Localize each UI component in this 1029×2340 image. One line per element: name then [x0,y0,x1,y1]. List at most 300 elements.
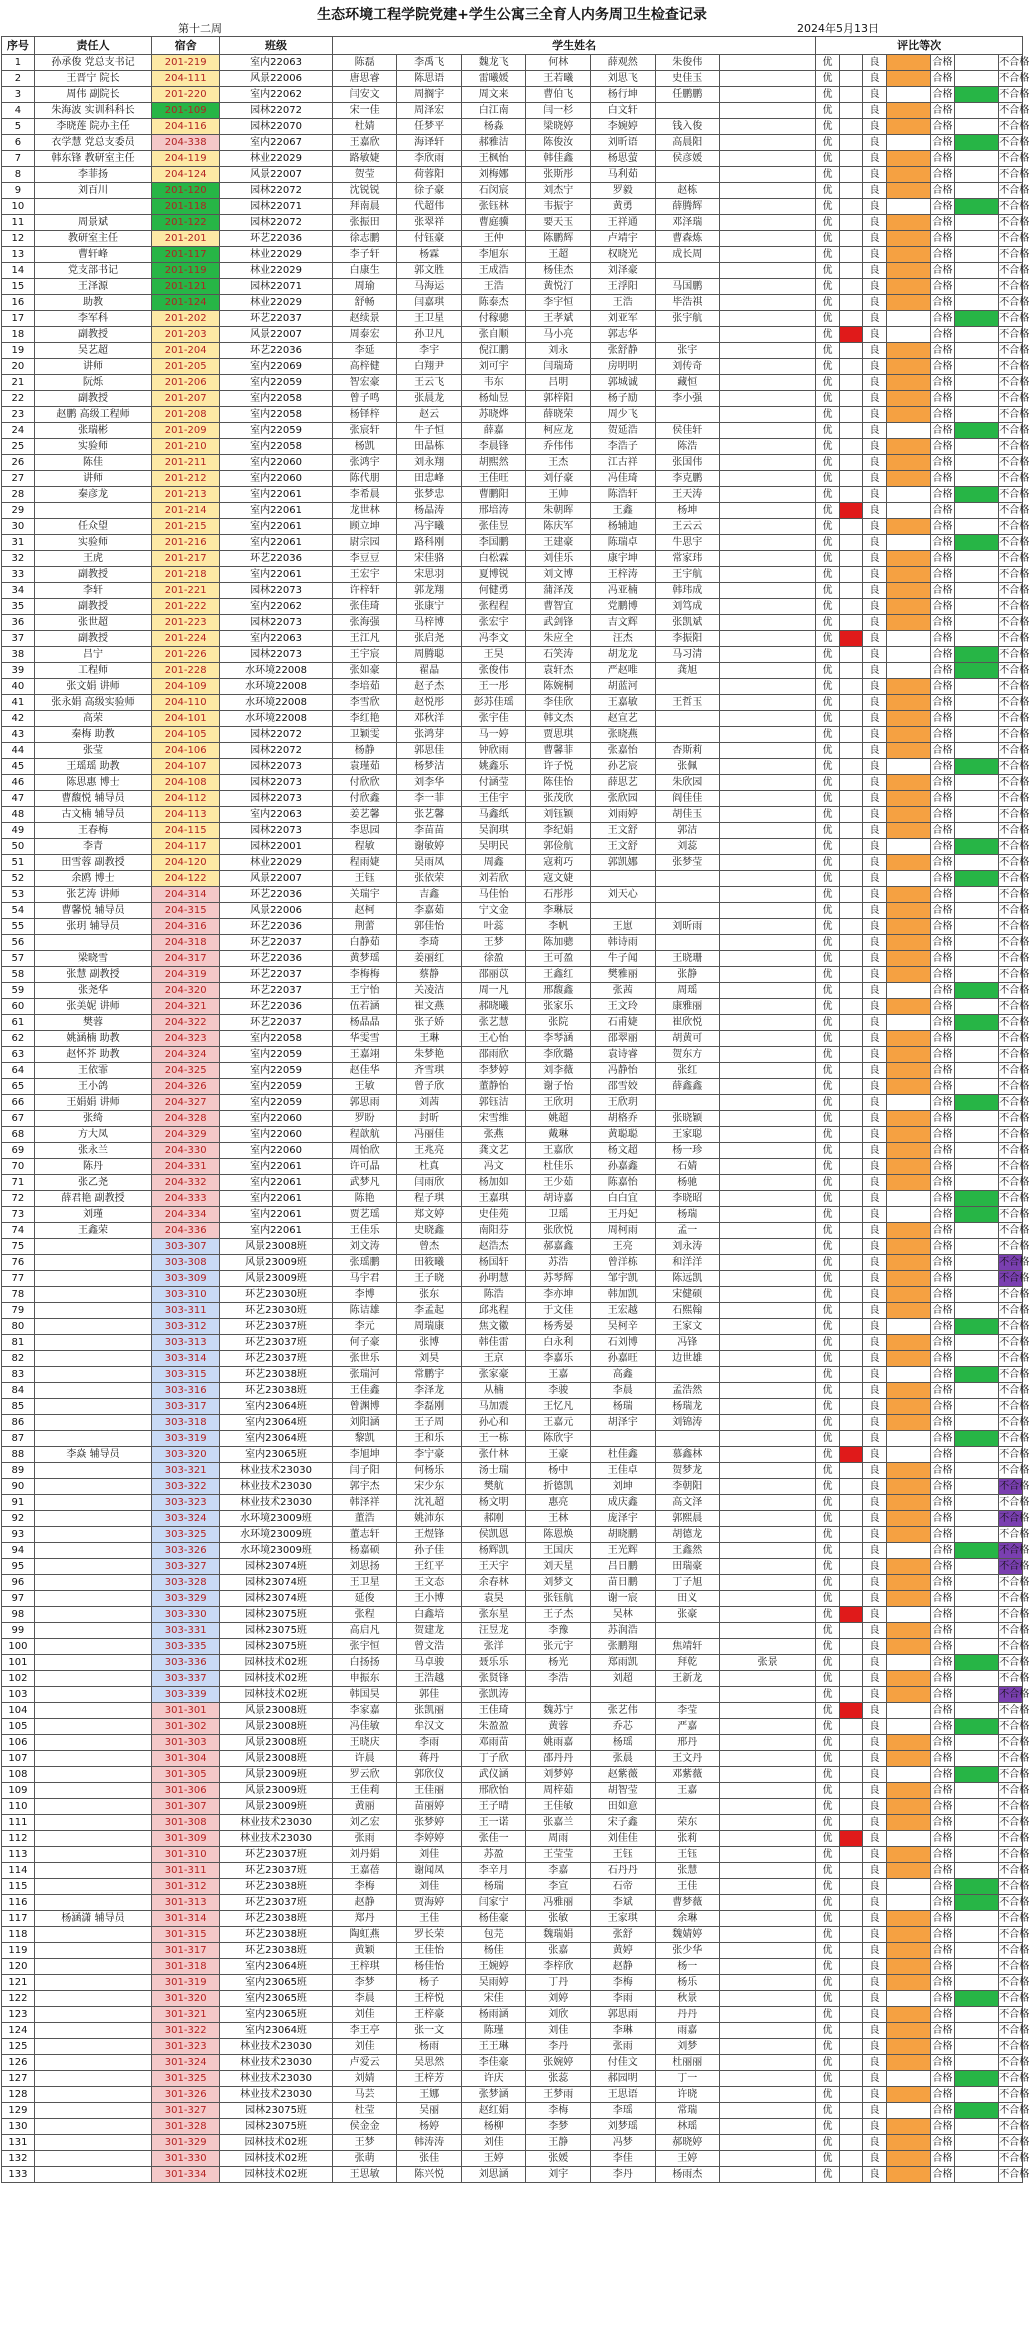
student-name: 郝嘉鑫 [526,1239,591,1255]
rating-label: 不合格 [999,1399,1023,1415]
responsible-person [34,1767,151,1783]
rating-label: 合格 [931,567,954,583]
row-no: 43 [2,727,35,743]
row-no: 28 [2,487,35,503]
rating-label: 合格 [931,1799,954,1815]
rating-label: 良 [863,663,886,679]
dorm-number: 303-330 [152,1607,220,1623]
rating-label: 合格 [931,1175,954,1191]
rating-mark [954,1239,999,1255]
rating-label: 合格 [931,2135,954,2151]
student-name: 刘思飞 [590,71,655,87]
student-name: 杜佳鑫 [590,1447,655,1463]
student-extra [720,471,816,487]
class-name: 室内23065班 [220,1447,333,1463]
rating-label: 良 [863,1799,886,1815]
student-name: 王卫星 [397,311,462,327]
class-name: 环艺22036 [220,999,333,1015]
rating-label: 合格 [931,1655,954,1671]
rating-mark [886,439,931,455]
student-name: 薛鑫鑫 [655,1079,720,1095]
student-name: 郑文婷 [397,1207,462,1223]
table-row [2,407,1023,423]
student-name: 薛腾辉 [655,199,720,215]
student-name: 张嘉兰 [526,1815,591,1831]
rating-label: 不合格 [999,1927,1023,1943]
rating-label: 良 [863,1175,886,1191]
student-name: 严嘉 [655,1719,720,1735]
student-name: 樊航 [461,1479,526,1495]
rating-label: 合格 [931,1783,954,1799]
student-extra [720,1543,816,1559]
responsible-person [34,1959,151,1975]
student-name: 白文轩 [590,103,655,119]
student-name: 王钰 [590,1847,655,1863]
dorm-number: 204-325 [152,1063,220,1079]
student-extra [720,1783,816,1799]
rating-label: 优 [816,1687,839,1703]
rating-label: 优 [816,583,839,599]
dorm-number: 301-318 [152,1959,220,1975]
student-name: 朱俊伟 [655,55,720,71]
responsible-person: 赵鹏 高级工程师 [34,407,151,423]
rating-mark [839,1319,862,1335]
student-name: 吴润琪 [461,823,526,839]
rating-label: 良 [863,839,886,855]
rating-label: 合格 [931,631,954,647]
rating-label: 优 [816,615,839,631]
class-name: 室内22061 [220,503,333,519]
student-name: 刘钰颖 [526,807,591,823]
rating-mark [954,1543,999,1559]
student-name: 王梦 [332,2135,397,2151]
student-name: 张欣园 [590,791,655,807]
student-name: 封昕 [397,1111,462,1127]
student-name: 王宇航 [655,567,720,583]
student-name: 石婧 [655,1159,720,1175]
class-name: 林业技术23030 [220,2055,333,2071]
rating-mark [839,439,862,455]
row-no: 116 [2,1895,35,1911]
rating-mark [839,279,862,295]
student-extra [720,151,816,167]
rating-mark [886,1015,931,1031]
student-name: 李苗苗 [397,823,462,839]
table-row [2,1783,1023,1799]
student-name: 郭宇杰 [332,1479,397,1495]
student-extra [720,135,816,151]
student-name: 闫雨欣 [397,1175,462,1191]
student-name: 刘杰宁 [526,183,591,199]
class-name: 水环境22008 [220,663,333,679]
rating-mark [839,1175,862,1191]
table-row [2,1367,1023,1383]
rating-label: 不合格 [999,103,1023,119]
row-no: 5 [2,119,35,135]
rating-mark [839,2055,862,2071]
student-name: 陈瑾 [461,2023,526,2039]
student-name: 陈佳怡 [526,775,591,791]
student-name: 吴明民 [461,839,526,855]
rating-label: 优 [816,999,839,1015]
rating-mark [886,1911,931,1927]
student-name: 黄婷 [590,1943,655,1959]
rating-mark [839,1463,862,1479]
rating-label: 不合格 [999,455,1023,471]
rating-mark [839,327,862,343]
rating-label: 合格 [931,1111,954,1127]
student-name: 杨静 [332,743,397,759]
class-name: 园林23075班 [220,2119,333,2135]
student-name: 邵丽苡 [461,967,526,983]
rating-mark [839,1847,862,1863]
student-name: 王梓涛 [590,567,655,583]
student-name: 王梓悦 [397,1991,462,2007]
student-name: 王佳莉 [332,1783,397,1799]
row-no: 110 [2,1799,35,1815]
rating-label: 良 [863,215,886,231]
student-name: 马佳怡 [461,887,526,903]
rating-mark [954,935,999,951]
rating-mark [886,695,931,711]
student-name: 张振田 [332,215,397,231]
student-name: 李小强 [655,391,720,407]
class-name: 风景23009班 [220,1767,333,1783]
responsible-person [34,1927,151,1943]
student-extra [720,1591,816,1607]
rating-label: 良 [863,119,886,135]
student-name: 陶虹燕 [332,1927,397,1943]
student-name: 王欣玥 [526,1095,591,1111]
responsible-person [34,1799,151,1815]
student-name: 武仪涵 [461,1767,526,1783]
rating-label: 优 [816,87,839,103]
rating-label: 合格 [931,1527,954,1543]
row-no: 106 [2,1735,35,1751]
student-name: 刘婷 [526,1991,591,2007]
student-name: 杨一珍 [655,1143,720,1159]
rating-mark [886,1303,931,1319]
rating-label: 合格 [931,375,954,391]
student-name: 王杰 [526,455,591,471]
rating-mark [954,2055,999,2071]
rating-mark [839,1143,862,1159]
student-extra [720,1383,816,1399]
student-name: 张媛 [526,2151,591,2167]
student-name: 张斯彤 [526,167,591,183]
dorm-number: 301-319 [152,1975,220,1991]
rating-label: 不合格 [999,1047,1023,1063]
student-name: 朱梦艳 [397,1047,462,1063]
responsible-person: 王春梅 [34,823,151,839]
row-no: 7 [2,151,35,167]
rating-label: 不合格 [999,1495,1023,1511]
student-name: 刘永 [526,343,591,359]
table-row [2,1239,1023,1255]
rating-mark [886,1671,931,1687]
rating-mark [839,1015,862,1031]
rating-label: 不合格 [999,1959,1023,1975]
rating-label: 优 [816,391,839,407]
student-name: 曾洋栋 [590,1255,655,1271]
row-no: 111 [2,1815,35,1831]
row-no: 81 [2,1335,35,1351]
responsible-person: 王小鸽 [34,1079,151,1095]
row-no: 39 [2,663,35,679]
rating-label: 优 [816,1575,839,1591]
rating-mark [839,1207,862,1223]
rating-label: 合格 [931,663,954,679]
class-name: 室内22062 [220,87,333,103]
class-name: 环艺23030班 [220,1303,333,1319]
student-name: 张翠祥 [397,215,462,231]
rating-mark [886,951,931,967]
row-no: 18 [2,327,35,343]
rating-label: 良 [863,343,886,359]
student-name: 王浮阳 [590,279,655,295]
rating-mark [886,1287,931,1303]
student-name: 丹丹 [655,2007,720,2023]
rating-mark [954,663,999,679]
dorm-number: 204-336 [152,1223,220,1239]
student-name: 许子悦 [526,759,591,775]
class-name: 环艺23038班 [220,1367,333,1383]
rating-label: 优 [816,215,839,231]
rating-mark [886,215,931,231]
rating-label: 良 [863,1943,886,1959]
rating-label: 合格 [931,1495,954,1511]
student-extra [720,263,816,279]
rating-label: 合格 [931,2039,954,2055]
rating-label: 不合格 [999,1735,1023,1751]
responsible-person: 教研室主任 [34,231,151,247]
class-name: 园林23075班 [220,1623,333,1639]
student-extra [720,663,816,679]
class-name: 园林23074班 [220,1591,333,1607]
rating-mark [886,1191,931,1207]
rating-mark [839,135,862,151]
student-name: 王浩越 [397,1671,462,1687]
student-name: 刘佳乐 [526,551,591,567]
rating-label: 不合格 [999,2071,1023,2087]
rating-mark [954,1079,999,1095]
rating-mark [954,1671,999,1687]
rating-mark [839,1719,862,1735]
rating-label: 良 [863,983,886,999]
student-name: 张佳昱 [461,519,526,535]
student-name: 孙嘉旺 [590,1351,655,1367]
student-name: 杨婷 [397,2119,462,2135]
rating-mark [839,1879,862,1895]
student-extra [720,871,816,887]
student-name: 韩泽祥 [332,1495,397,1511]
rating-label: 良 [863,87,886,103]
rating-label: 优 [816,1607,839,1623]
rating-label: 不合格 [999,1943,1023,1959]
rating-label: 良 [863,1191,886,1207]
rating-mark [839,1639,862,1655]
student-name: 付欣欣 [332,775,397,791]
rating-mark [954,1863,999,1879]
rating-mark [886,1559,931,1575]
responsible-person [34,2055,151,2071]
responsible-person [34,1271,151,1287]
class-name: 园林技术02班 [220,2135,333,2151]
student-name: 权晓光 [590,247,655,263]
dorm-number: 303-311 [152,1303,220,1319]
student-name: 张东 [397,1287,462,1303]
rating-label: 不合格 [999,1287,1023,1303]
rating-mark [839,2039,862,2055]
rating-mark [954,151,999,167]
rating-mark [839,1479,862,1495]
student-name: 王婷 [655,2151,720,2167]
table-row [2,439,1023,455]
student-name: 王宏越 [590,1303,655,1319]
student-name: 龙世林 [332,503,397,519]
rating-mark [954,519,999,535]
responsible-person: 实验师 [34,535,151,551]
student-name: 王晓庆 [332,1735,397,1751]
rating-label: 不合格 [999,487,1023,503]
rating-label: 合格 [931,1367,954,1383]
table-row [2,519,1023,535]
student-name: 程歆航 [332,1127,397,1143]
student-extra [720,1623,816,1639]
table-row [2,1927,1023,1943]
student-name: 闫子阳 [332,1463,397,1479]
rating-label: 优 [816,231,839,247]
student-name: 李宣 [526,1879,591,1895]
student-extra [720,1031,816,1047]
rating-label: 不合格 [999,535,1023,551]
rating-label: 优 [816,1447,839,1463]
student-name: 张凯涛 [461,1687,526,1703]
rating-mark [954,279,999,295]
class-name: 环艺22036 [220,343,333,359]
dorm-number: 201-205 [152,359,220,375]
rating-label: 合格 [931,647,954,663]
student-name: 刘思扬 [332,1559,397,1575]
student-name: 王宏宇 [332,567,397,583]
student-name: 付涵莹 [461,775,526,791]
student-name: 冯梦 [590,2135,655,2151]
table-row [2,455,1023,471]
rating-mark [886,1159,931,1175]
student-name: 付稼骢 [461,311,526,327]
rating-mark [886,71,931,87]
rating-label: 优 [816,1479,839,1495]
rating-mark [886,1271,931,1287]
class-name: 室内22061 [220,1207,333,1223]
student-name: 李骏 [526,1383,591,1399]
table-row [2,1559,1023,1575]
row-no: 70 [2,1159,35,1175]
row-no: 88 [2,1447,35,1463]
class-name: 环艺23038班 [220,1383,333,1399]
rating-mark [886,999,931,1015]
rating-mark [954,1063,999,1079]
rating-mark [839,535,862,551]
rating-mark [839,151,862,167]
student-name: 杜丽丽 [655,2055,720,2071]
responsible-person [34,1607,151,1623]
student-name: 胡晓鹏 [590,1527,655,1543]
student-name: 刘亚军 [590,311,655,327]
rating-label: 合格 [931,1671,954,1687]
rating-label: 不合格 [999,631,1023,647]
class-name: 室内22062 [220,599,333,615]
rating-label: 合格 [931,1415,954,1431]
rating-label: 不合格 [999,1271,1023,1287]
rating-label: 不合格 [999,1575,1023,1591]
dorm-number: 201-216 [152,535,220,551]
student-name: 陈浩 [461,1287,526,1303]
rating-mark [839,519,862,535]
rating-mark [954,263,999,279]
student-name: 武剑锋 [526,615,591,631]
student-name: 冯宇曦 [397,519,462,535]
dorm-number: 204-321 [152,999,220,1015]
rating-mark [954,2119,999,2135]
rating-label: 优 [816,1159,839,1175]
row-no: 17 [2,311,35,327]
rating-mark [954,1383,999,1399]
rating-label: 良 [863,1271,886,1287]
rating-mark [886,199,931,215]
student-name: 刘宇 [526,2167,591,2183]
dorm-number: 201-124 [152,295,220,311]
rating-mark [839,775,862,791]
class-name: 室内22069 [220,359,333,375]
student-name: 张家乐 [526,999,591,1015]
student-name: 孙嘉鑫 [590,1159,655,1175]
student-name: 刘佳 [461,2135,526,2151]
student-name: 周梓茹 [526,1783,591,1799]
rating-mark [954,247,999,263]
rating-label: 优 [816,1927,839,1943]
student-name: 谢敏婷 [397,839,462,855]
rating-label: 不合格 [999,1015,1023,1031]
student-name: 罗云欣 [332,1767,397,1783]
rating-label: 不合格 [999,791,1023,807]
rating-mark [954,1511,999,1527]
rating-mark [886,167,931,183]
student-name: 邱兆程 [461,1303,526,1319]
rating-mark [839,103,862,119]
rating-label: 合格 [931,887,954,903]
rating-mark [839,2135,862,2151]
responsible-person: 任众望 [34,519,151,535]
rating-label: 合格 [931,1239,954,1255]
rating-label: 良 [863,1095,886,1111]
rating-mark [954,951,999,967]
rating-label: 不合格 [999,295,1023,311]
class-name: 园林技术02班 [220,2151,333,2167]
student-name: 关凌洁 [397,983,462,999]
responsible-person: 李青 [34,839,151,855]
rating-mark [886,2167,931,2183]
student-name: 陈磊 [332,55,397,71]
dorm-number: 301-320 [152,1991,220,2007]
rating-label: 优 [816,839,839,855]
rating-label: 不合格 [999,1415,1023,1431]
rating-mark [954,2071,999,2087]
student-name: 张凯丽 [397,1703,462,1719]
table-row [2,503,1023,519]
table-row [2,951,1023,967]
table-row [2,1463,1023,1479]
